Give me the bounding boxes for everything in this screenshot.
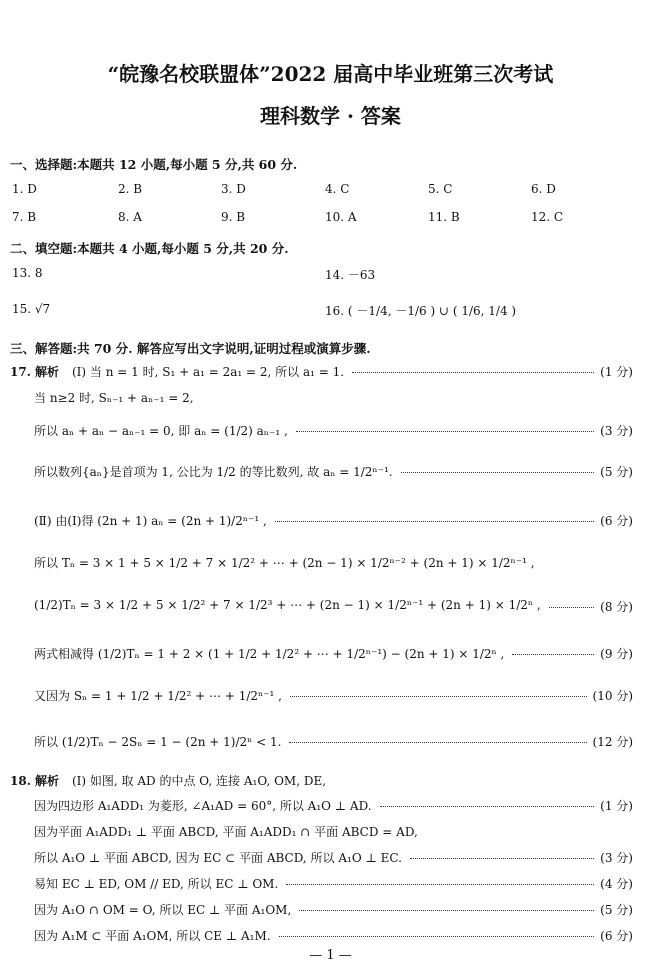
q17-line (0, 463, 661, 483)
dotted-leader (352, 371, 594, 373)
q18-score (410, 849, 633, 866)
mc-answer-1: 1. D (12, 182, 37, 196)
q17-line-text: 所以数列{aₙ}是首项为 1, 公比为 1/2 的等比数列, 故 aₙ = 1/2ⁿ⁻¹. (34, 465, 393, 479)
q17-score-value: (10 分) (592, 689, 633, 703)
mc-answer-11: 11. B (428, 210, 460, 224)
q18-line-text: 因为 A₁M ⊂ 平面 A₁OM, 所以 CE ⊥ A₁M. (34, 929, 271, 943)
q18-line (0, 772, 661, 792)
q18-label: 18. 解析 (10, 774, 60, 788)
q18-line-text: 易知 EC ⊥ ED, OM // ED, 所以 EC ⊥ OM. (34, 877, 279, 891)
q17-score-value: (8 分) (600, 600, 633, 614)
q17-score (290, 687, 633, 704)
q17-score (275, 512, 633, 529)
q17-score-value: (12 分) (592, 735, 633, 749)
section-1-heading: 一、选择题:本题共 12 小题,每小题 5 分,共 60 分. (10, 157, 298, 172)
mc-answer-12: 12. C (531, 210, 564, 224)
dotted-leader (275, 520, 594, 522)
q17-line (0, 554, 661, 574)
q17-line-text: 所以 (1/2)Tₙ − 2Sₙ = 1 − (2n + 1)/2ⁿ < 1. (34, 735, 282, 749)
mc-answer-3: 3. D (221, 182, 246, 196)
q18-line-text: (Ⅰ) 如图, 取 AD 的中点 O, 连接 A₁O, OM, DE, (72, 774, 327, 788)
q17-label: 17. 解析 (10, 365, 60, 379)
q17-line-text: 所以 Tₙ = 3 × 1 + 5 × 1/2 + 7 × 1/2² + ⋯ + (2n − 1) × 1/2ⁿ⁻² + (2n + 1) × 1/2ⁿ⁻¹ , (34, 556, 535, 570)
q18-score (286, 875, 633, 892)
q17-line-text: 两式相减得 (1/2)Tₙ = 1 + 2 × (1 + 1/2 + 1/2² + ⋯ + 1/2ⁿ⁻¹) − (2n + 1) × 1/2ⁿ , (34, 647, 505, 661)
dotted-leader (380, 805, 594, 807)
mc-answer-8: 8. A (118, 210, 142, 224)
dotted-leader (549, 606, 594, 608)
q17-score-value: (5 分) (600, 465, 633, 479)
answer-subtitle: 理科数学 · 答案 (260, 104, 401, 128)
q17-line (0, 389, 661, 409)
section-3-heading: 三、解答题:共 70 分. 解答应写出文字说明,证明过程或演算步骤. (10, 341, 371, 356)
mc-answer-10: 10. A (325, 210, 357, 224)
mc-answer-4: 4. C (325, 182, 350, 196)
q18-score-value: (1 分) (600, 799, 633, 813)
dotted-leader (296, 430, 594, 432)
q17-score (289, 733, 633, 750)
dotted-leader (286, 883, 594, 885)
q18-line (0, 823, 661, 843)
q18-score (279, 927, 633, 944)
q17-score-value: (1 分) (600, 365, 633, 379)
mc-answer-7: 7. B (12, 210, 37, 224)
q17-score (549, 598, 633, 615)
q17-score-value: (3 分) (600, 424, 633, 438)
q17-line-text: (1/2)Tₙ = 3 × 1/2 + 5 × 1/2² + 7 × 1/2³ + ⋯ + (2n − 1) × 1/2ⁿ⁻¹ + (2n + 1) × 1/2ⁿ , (34, 598, 541, 612)
page-number: — 1 — (309, 948, 352, 963)
dotted-leader (279, 935, 594, 937)
q17-line-text: (Ⅱ) 由(Ⅰ)得 (2n + 1) aₙ = (2n + 1)/2ⁿ⁻¹ , (34, 514, 267, 528)
section-2-heading: 二、填空题:本题共 4 小题,每小题 5 分,共 20 分. (10, 241, 289, 256)
exam-title: “皖豫名校联盟体”2022 届高中毕业班第三次考试 (107, 62, 554, 86)
q18-line (0, 875, 661, 895)
q17-line (0, 687, 661, 707)
q18-line (0, 849, 661, 869)
q17-line-text: (Ⅰ) 当 n = 1 时, S₁ + a₁ = 2a₁ = 2, 所以 a₁ = 1. (72, 365, 345, 379)
mc-answer-5: 5. C (428, 182, 453, 196)
q17-line (0, 512, 661, 532)
mc-answer-9: 9. B (221, 210, 246, 224)
q17-score (512, 645, 633, 662)
q17-line-text: 又因为 Sₙ = 1 + 1/2 + 1/2² + ⋯ + 1/2ⁿ⁻¹ , (34, 689, 282, 703)
answer-14: 14. －63 (325, 268, 376, 282)
q17-line (0, 733, 661, 753)
mc-answer-2: 2. B (118, 182, 143, 196)
q18-line-text: 因为 A₁O ∩ OM = O, 所以 EC ⊥ 平面 A₁OM, (34, 903, 292, 917)
answer-13: 13. 8 (12, 266, 43, 280)
mc-answer-6: 6. D (531, 182, 556, 196)
q18-line (0, 901, 661, 921)
dotted-leader (410, 857, 594, 859)
dotted-leader (299, 909, 594, 911)
q17-line (0, 422, 661, 442)
q17-score-value: (9 分) (600, 647, 633, 661)
q17-line-text: 所以 aₙ + aₙ − aₙ₋₁ = 0, 即 aₙ = (1/2) aₙ₋₁ , (34, 424, 288, 438)
q18-line (0, 927, 661, 947)
dotted-leader (289, 741, 587, 743)
dotted-leader (290, 695, 587, 697)
answer-15: 15. √7 (12, 302, 51, 316)
q17-score (296, 422, 633, 439)
q17-line (0, 363, 661, 383)
q18-score (299, 901, 633, 918)
q18-score-value: (5 分) (600, 903, 633, 917)
q18-line-text: 因为四边形 A₁ADD₁ 为菱形, ∠A₁AD = 60°, 所以 A₁O ⊥ AD. (34, 799, 372, 813)
q18-score-value: (4 分) (600, 877, 633, 891)
q17-score-value: (6 分) (600, 514, 633, 528)
q17-line (0, 598, 661, 618)
q17-score (352, 363, 633, 380)
q18-score-value: (3 分) (600, 851, 633, 865)
q18-score-value: (6 分) (600, 929, 633, 943)
q17-line (0, 645, 661, 665)
dotted-leader (512, 653, 594, 655)
q17-line-text: 当 n≥2 时, Sₙ₋₁ + aₙ₋₁ = 2, (34, 391, 194, 405)
q17-score (401, 463, 633, 480)
q18-line (0, 797, 661, 817)
q18-line-text: 因为平面 A₁ADD₁ ⊥ 平面 ABCD, 平面 A₁ADD₁ ∩ 平面 ABCD = AD, (34, 825, 418, 839)
q18-score (380, 797, 633, 814)
answer-16: 16. ( －1/4, －1/6 ) ∪ ( 1/6, 1/4 ) (325, 304, 517, 318)
dotted-leader (401, 471, 594, 473)
q18-line-text: 所以 A₁O ⊥ 平面 ABCD, 因为 EC ⊂ 平面 ABCD, 所以 A₁O ⊥ EC. (34, 851, 402, 865)
